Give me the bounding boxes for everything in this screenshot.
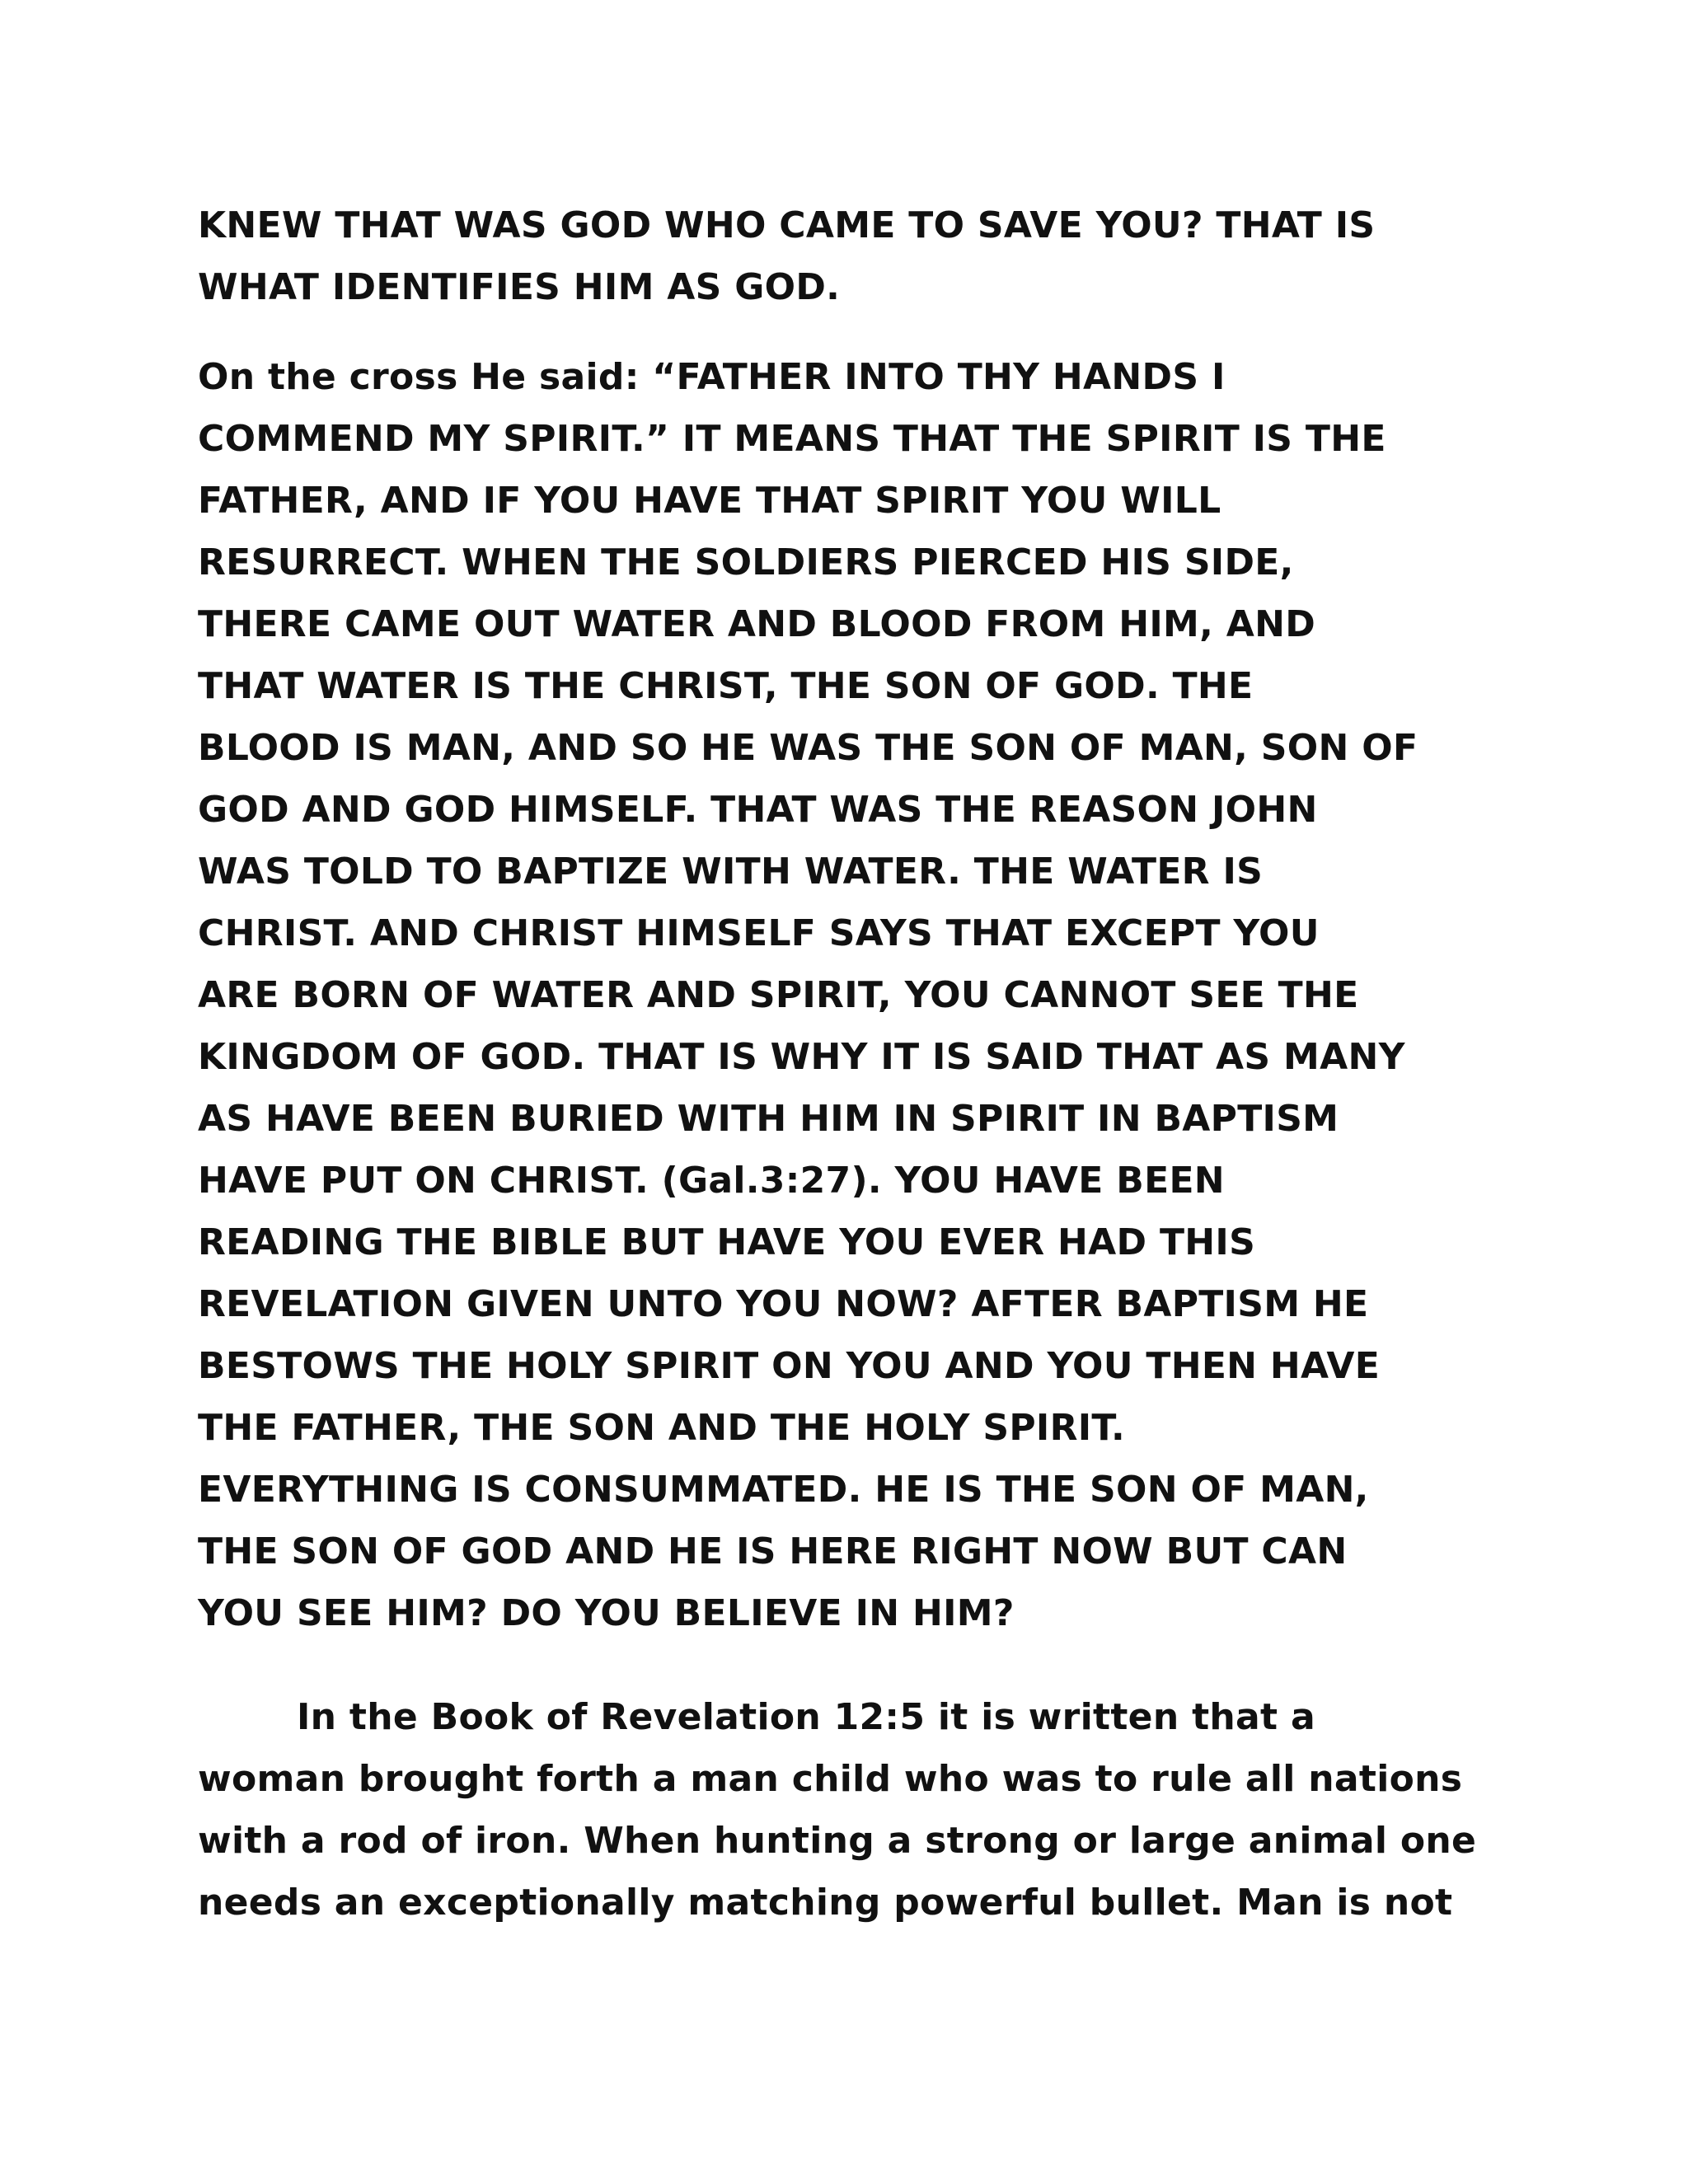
text-line: CHRIST. AND CHRIST HIMSELF SAYS THAT EXCEPT YOU — [198, 912, 1320, 954]
paragraph-1 — [198, 194, 1500, 318]
text-line: RESURRECT. WHEN THE SOLDIERS PIERCED HIS SIDE, — [198, 541, 1294, 583]
text-line: WAS TOLD TO BAPTIZE WITH WATER. THE WATER IS — [198, 851, 1264, 893]
text-line: KINGDOM OF GOD. THAT IS WHY IT IS SAID THAT AS MANY — [198, 1036, 1405, 1078]
text-line: READING THE BIBLE BUT HAVE YOU EVER HAD THIS — [198, 1221, 1256, 1263]
text-line: with a rod of iron. When hunting a strong or large animal one — [198, 1820, 1477, 1862]
text-line: woman brought forth a man child who was to rule all nations — [198, 1758, 1463, 1800]
text-line: BLOOD IS MAN, AND SO HE WAS THE SON OF MAN, SON OF — [198, 727, 1418, 769]
text-line: On the cross He said: “FATHER INTO THY HANDS I — [198, 356, 1226, 398]
text-line: REVELATION GIVEN UNTO YOU NOW? AFTER BAPTISM HE — [198, 1283, 1369, 1325]
text-line: needs an exceptionally matching powerful bullet. Man is not — [198, 1882, 1453, 1924]
text-line: THAT WATER IS THE CHRIST, THE SON OF GOD. THE — [198, 665, 1254, 707]
text-line: BESTOWS THE HOLY SPIRIT ON YOU AND YOU THEN HAVE — [198, 1345, 1381, 1387]
paragraph-3 — [198, 1686, 1500, 1933]
text-line: GOD AND GOD HIMSELF. THAT WAS THE REASON JOHN — [198, 789, 1318, 831]
paragraph-2 — [198, 346, 1500, 1644]
text-line: In the Book of Revelation 12:5 it is written that a — [297, 1696, 1315, 1738]
text-line: HAVE PUT ON CHRIST. (Gal.3:27). YOU HAVE BEEN — [198, 1160, 1225, 1202]
text-line: YOU SEE HIM? DO YOU BELIEVE IN HIM? — [198, 1592, 1015, 1634]
text-line: FATHER, AND IF YOU HAVE THAT SPIRIT YOU WILL — [198, 480, 1221, 522]
text-line: WHAT IDENTIFIES HIM AS GOD. — [198, 266, 841, 308]
text-line: THE SON OF GOD AND HE IS HERE RIGHT NOW BUT CAN — [198, 1530, 1348, 1572]
text-line: COMMEND MY SPIRIT.” IT MEANS THAT THE SPIRIT IS THE — [198, 418, 1386, 460]
text-line: AS HAVE BEEN BURIED WITH HIM IN SPIRIT IN BAPTISM — [198, 1098, 1339, 1140]
text-line: ARE BORN OF WATER AND SPIRIT, YOU CANNOT SEE THE — [198, 974, 1359, 1016]
text-line: EVERYTHING IS CONSUMMATED. HE IS THE SON OF MAN, — [198, 1469, 1369, 1511]
text-line: KNEW THAT WAS GOD WHO CAME TO SAVE YOU? THAT IS — [198, 204, 1376, 246]
text-line: THE FATHER, THE SON AND THE HOLY SPIRIT. — [198, 1407, 1126, 1449]
text-line: THERE CAME OUT WATER AND BLOOD FROM HIM, AND — [198, 603, 1316, 645]
